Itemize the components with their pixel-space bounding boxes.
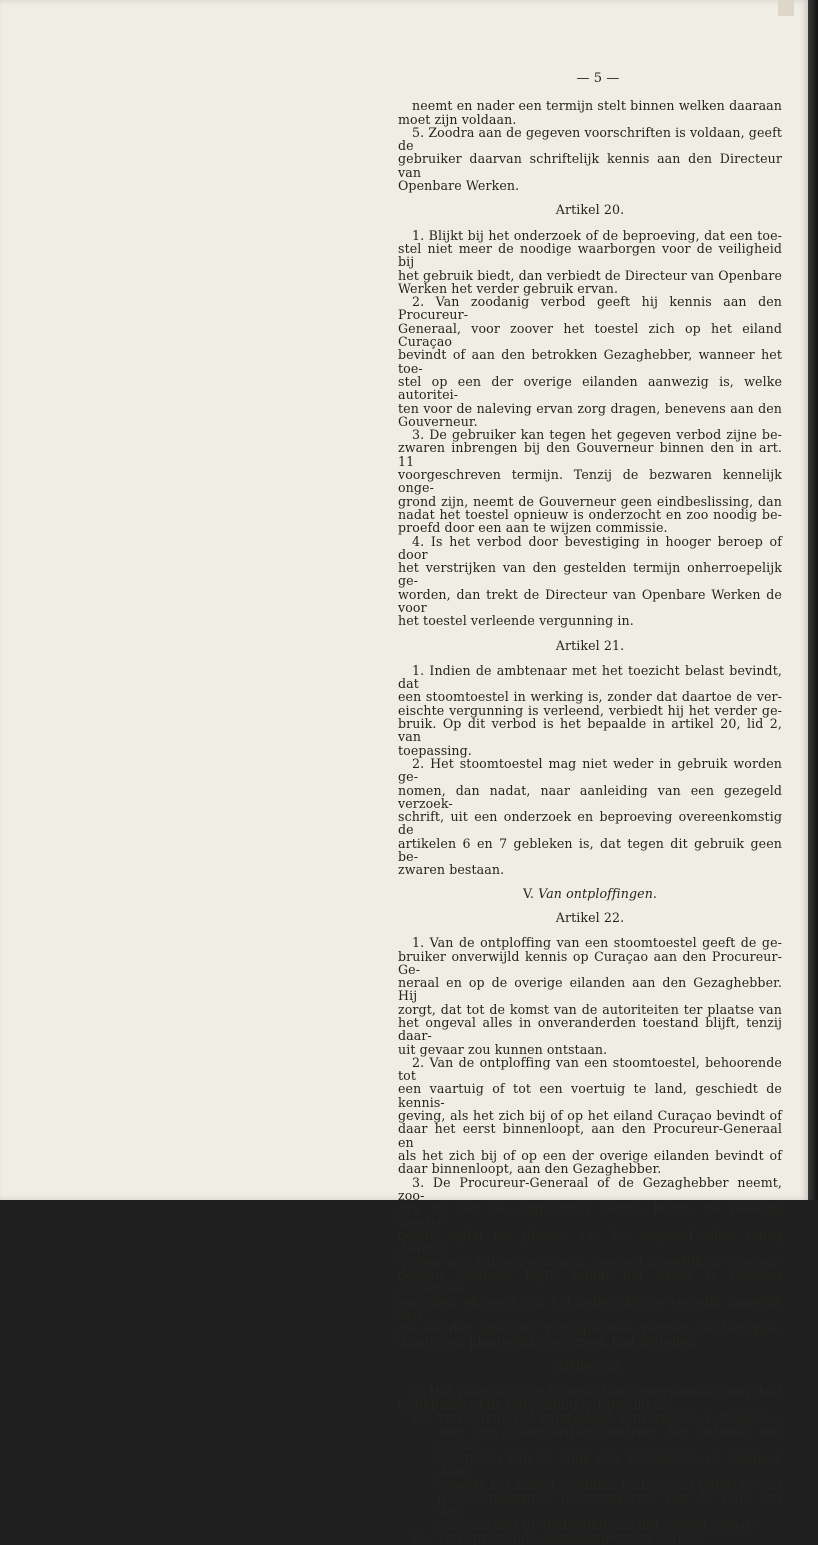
paragraph [398,535,782,628]
text-line: stel op een der overige eilanden aanwezig is, welke autoritei- [398,373,782,403]
paragraph [398,664,782,757]
page-content [398,72,782,1544]
chapter-heading [398,887,782,900]
article-heading: Artikel 21. [555,637,625,653]
text-line: gevaar zou kunnen ontstaan, zooveel mogelijk in onveran- [398,1254,782,1270]
text-line: digste een plaatselijk onderzoek laat instellen. [398,1334,701,1350]
text-line: het verstrijken van den gestelden termijn onherroepelijk ge- [398,560,782,589]
text-line: neemt en nader een termijn stelt binnen welken daaraan [412,98,782,114]
text-line: het ongeval alles in onveranderden toestand blijft, tenzij daar- [398,1015,782,1044]
chapter-number: V. [522,885,535,901]
text-line: te bepalen of de ontploffing het gevolg is: [398,1397,669,1413]
text-line: een stoomtoestel in werking is, zonder dat daartoe de ver- [398,689,782,705]
text-line: worden, dan trekt de Directeur van Openbare Werken de voor [398,586,782,615]
text-line: moet zijn voldaan. [398,111,517,127]
text-line: van verzuim of nalatigheid, dan wel van verwaarloo- [438,1410,782,1426]
article-heading: Artikel 20. [555,202,625,218]
text-line: Generaal, voor zoover het toestel zich op het eiland Curaçao [398,320,782,350]
text-line: Gouverneur. [398,413,478,429]
text-line: stel niet meer de noodige waarborgen voor de veiligheid bij [398,240,782,270]
text-line: 1. Blijkt bij het onderzoek of de beproeving, dat een toe- [412,227,782,243]
paragraph [398,126,782,192]
text-line: eischte vergunning is verleend, verbiedt hij het verder ge- [398,702,782,718]
list-item [398,1531,782,1544]
text-line: toestellen van de zijde des gebruikers, of wanneer deze [438,1450,782,1479]
text-line: 2. Van zoodanig verbod geeft hij kennis aan den Procureur- [398,294,782,323]
paragraph [398,295,782,428]
text-line: voorgeschreven termijn. Tenzij de bezwaren kennelijk onge- [398,467,782,496]
text-line: nis aan den Directeur van Openbare Werken, die ten spoe- [398,1320,782,1336]
text-line: Werken het verder gebruik ervan. [398,280,619,296]
text-line: het toestel verleende vergunning in. [398,613,634,629]
text-line: gelen, opdat ter plaatse van het ongeval alles, tenzij daaruit [398,1227,782,1257]
paragraph [398,99,782,126]
text-line: derden toestand blijft, totdat het nader te noemen onderzoek [398,1267,782,1296]
paragraph [398,936,782,1056]
text-line: toepassing. [398,742,472,758]
chapter-title: Van ontploffingen. [538,885,658,901]
text-line: 1. Indien de ambtenaar met het toezicht belast bevindt, dat [398,662,782,692]
scan-edge [808,0,818,1200]
text-line: het gebruik biedt, dan verbiedt de Directeur van Openbare [398,267,782,283]
list-item-number: 2o. [410,1529,430,1545]
text-line: grond zijn, neemt de Gouverneur geen eindbeslissing, dan [398,493,782,509]
paragraph [398,757,782,877]
text-line: daar het eerst binnenloopt, aan den Procureur-Generaal en [398,1121,782,1150]
page-corner [778,0,794,16]
text-line: 1. Het plaatselijk onderzoek heeft voornamelijk ten doel [412,1383,782,1399]
text-line: 5. Zoodra aan de gegeven voorschriften is voldaan, geeft de [398,124,782,154]
paragraph [398,1176,782,1349]
text-line: van opzettelijke handelingen van derden; [438,1529,707,1545]
text-line: 4. Is het verbod door bevestiging in hooger beroep of door [398,533,782,562]
text-line: dra hij van de ontploffing kennis krijgt, de noodige maatre- [398,1201,782,1230]
article-heading: Artikel 22. [555,909,625,925]
text-line: 2. Van de ontploffing van een stoomtoestel, behoorende tot [398,1054,782,1084]
paragraph [398,1056,782,1176]
text-line: nomen, dan nadat, naar aanleiding van een gezegeld verzoek- [398,782,782,811]
text-line: schrift, uit een onderzoek en beproeving overeenkomstig de [398,809,782,838]
text-line: artikelen 6 en 7 gebleken is, dat tegen dit gebruik geen be- [398,835,782,865]
text-line: 3. De Procureur-Generaal of de Gezaghebber neemt, zoo- [398,1174,782,1203]
text-line: proefd door een aan te wijzen commissie. [398,520,668,536]
paragraph [398,1385,782,1412]
text-line: bruik. Op dit verbod is het bepaalde in artikel 20, lid 2, van [398,716,782,745]
text-line: zwaren bestaan. [398,862,505,878]
text-line: een vaartuig of tot een voertuig te land, geschiedt de kennis- [398,1081,782,1110]
text-line: 2. Het stoomtoestel mag niet weder in gebruik worden ge- [398,755,782,785]
text-line: bewijst het zijne te hebben gedaan om naleving van [438,1476,782,1492]
text-line: daar binnenloopt, aan den Gezaghebber. [398,1161,662,1177]
text-line: neraal en op de overige eilanden aan den Gezaghebber. Hij [398,975,782,1004]
text-line: bevindt of aan den betrokken Gezaghebber, wanneer het toe- [398,347,782,376]
text-line: zorgt, dat tot de komst van de autoriteiten ter plaatse van [398,1001,782,1017]
text-line: gebruiker daarvan schriftelijk kennis aan den Directeur van [398,151,782,180]
text-line: 1. Van de ontploffing van een stoomtoestel geeft de ge- [412,935,782,951]
text-line: Openbare Werken. [398,178,520,194]
text-line: 3. De gebruiker kan tegen het gegeven verbod zijne be- [412,427,782,443]
page-number: — 5 — [576,71,620,86]
text-line: bruiker onverwijld kennis op Curaçao aan den Procureur-Ge- [398,948,782,977]
text-line: aanvangt en geeft van het gebeurde zoo spoedig mogelijk ken- [398,1294,782,1323]
text-line: uit gevaar zou kunnen ontstaan. [398,1041,608,1057]
list-item [398,1411,782,1531]
list-item-text [438,1411,782,1531]
text-line: ten voor de naleving ervan zorg dragen, benevens aan den [398,400,782,416]
text-line: als het zich bij of op een der overige eilanden bevindt of [398,1147,782,1163]
text-line: nadat het toestel opnieuw is onderzocht en zoo noodig be- [398,506,782,522]
list-item-text [438,1531,782,1544]
article-heading: Artikel 23. [555,1358,625,1374]
text-line: zing van voorschriften omtrent het gebruik van stoom- [438,1423,782,1452]
text-line: geving, als het zich bij of op het eiland Curaçao bevindt of [398,1108,782,1124]
paragraph [398,229,782,295]
text-line: zwaren inbrengen bij den Gouverneur binnen den in art. 11 [398,440,782,469]
text-line: die voorschriften te verzekeren, van de zijde van den [438,1490,782,1519]
paragraph [398,428,782,534]
list-item-number: 1o. [410,1410,430,1426]
text-line: persoon met de bediening van het toestel belast; [438,1516,755,1532]
